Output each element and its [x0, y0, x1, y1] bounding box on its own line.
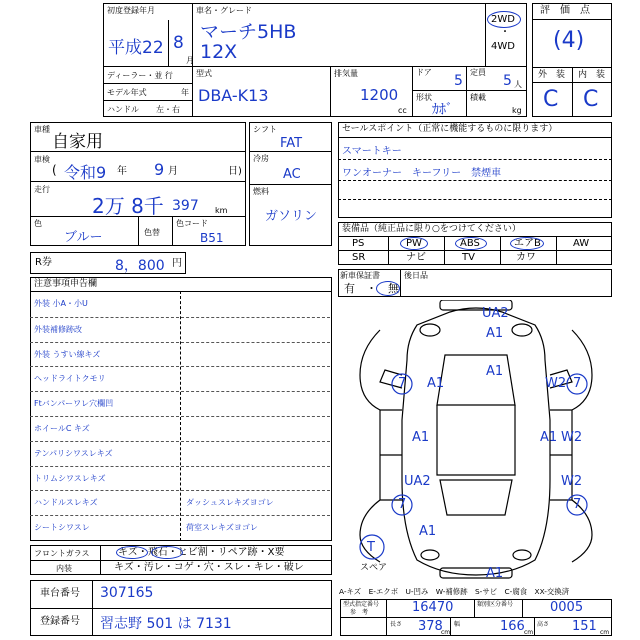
capacity-label: 定員 — [470, 68, 486, 77]
displacement-value: 1200 — [360, 86, 399, 104]
handle-options: 左・右 — [156, 105, 180, 114]
chassis-value: 307165 — [100, 585, 154, 601]
equip-abs-circle — [455, 237, 487, 250]
equip-aw: AW — [573, 238, 590, 249]
notes-row — [30, 317, 330, 342]
handle-label: ハンドル — [107, 105, 139, 114]
height-unit: cm — [600, 629, 610, 636]
color-code-value: B51 — [200, 231, 224, 245]
inspection-open: ( — [52, 163, 57, 177]
equip-pw-circle — [400, 237, 428, 250]
type-value: DBA-K13 — [198, 86, 269, 105]
r-ticket-label: R券 — [35, 257, 52, 268]
color-value: ブルー — [64, 230, 103, 245]
notes-row — [30, 391, 330, 416]
first-reg-month-unit: 月 — [186, 56, 194, 65]
equip-tv: TV — [462, 252, 475, 263]
mark-w2-right-rear: W2 — [561, 474, 583, 489]
width-value: 166 — [500, 619, 525, 634]
shift-label: シフト — [253, 125, 277, 134]
r-ticket-value: 8，800 — [115, 258, 165, 274]
equip-abs: ABS — [460, 238, 480, 249]
cert-label: 型式指定番号 — [343, 601, 380, 608]
warranty-label: 新車保証書 — [340, 271, 380, 280]
equip-sr: SR — [352, 252, 366, 263]
mark-t-spare: T — [367, 540, 375, 555]
length-unit: cm — [441, 629, 451, 636]
fuel-value: ガソリン — [265, 209, 318, 224]
rating-label: 評 価 点 — [540, 5, 590, 16]
model-year-unit: 年 — [181, 88, 189, 97]
car-name-label: 車名・グレード — [196, 6, 252, 15]
mileage-label: 走行 — [34, 185, 50, 194]
interior-options: キズ・汚レ・コゲ・穴・スレ・キレ・破レ — [114, 562, 304, 573]
note-left: ハンドルスレキズ — [34, 498, 98, 508]
interior-value: C — [583, 87, 599, 112]
exterior-value: C — [543, 87, 559, 112]
note-left: テンパリシワスレキズ — [34, 448, 113, 458]
inspection-year-unit: 年 — [117, 166, 127, 177]
car-name: マーチ5HB — [200, 21, 297, 43]
color-code-label: 色コード — [176, 219, 208, 228]
inspection-month-unit: 月 — [168, 166, 178, 177]
weight-label: 積載 — [470, 93, 486, 102]
note-left: トリムシワスレキズ — [34, 473, 106, 483]
mark-a1-rl-quarter: A1 — [419, 524, 437, 539]
shape-label: 形状 — [416, 93, 432, 102]
width-label: 幅 — [454, 621, 461, 628]
mark-w2-right-door: W2 — [561, 430, 583, 445]
mark-ua2-left-rear: UA2 — [404, 474, 431, 489]
front-glass-options: キズ・飛石・ヒビ割・リペア跡・X要 — [118, 547, 285, 558]
shift-value: FAT — [280, 136, 303, 151]
inspection-label: 車検 — [34, 155, 50, 164]
width-unit: cm — [524, 629, 534, 636]
door-value: 5 — [454, 73, 463, 89]
notes-title: 注意事項申告欄 — [34, 279, 98, 289]
reg-label: 登録番号 — [40, 616, 80, 627]
damage-legend: A-キズ E-エクボ U-凹み W-補修跡 S-サビ C-腐食 XX-交換済 — [339, 587, 570, 596]
note-right: ダッシュスレキズヨゴレ — [186, 498, 274, 508]
r-ticket-unit: 円 — [172, 258, 182, 269]
note-left: 外装補修跡改 — [34, 324, 82, 334]
model-year-label: モデル年式 — [107, 88, 147, 97]
mark-a1-roof: A1 — [486, 364, 504, 379]
vehicle-type-value: 自家用 — [52, 132, 103, 152]
first-reg-label: 初度登録年月 — [107, 6, 155, 15]
height-label: 高さ — [537, 621, 550, 628]
notes-row — [30, 441, 330, 466]
mark-a1-left-door: A1 — [412, 430, 430, 445]
shape-value: ｶﾎﾞ — [432, 102, 453, 118]
equipment-title: 装備品（純正品に限り○をつけてください） — [342, 224, 521, 234]
sales-point-line1: スマートキー — [342, 146, 402, 157]
exterior-label: 外 装 — [538, 70, 566, 80]
ac-value: AC — [283, 167, 301, 182]
drive-2wd: 2WD — [491, 14, 515, 25]
drive-4wd: 4WD — [491, 41, 515, 52]
glass-scratch-circle — [116, 546, 148, 559]
type-label: 型式 — [196, 69, 212, 78]
length-label: 長さ — [390, 621, 403, 628]
mileage-unit: km — [215, 206, 228, 215]
car-grade: 12X — [200, 41, 238, 63]
repaint-label: 色替 — [144, 228, 160, 237]
notes-row — [30, 366, 330, 391]
interior-label: 内 装 — [578, 70, 606, 80]
mark-a1-bonnet: A1 — [486, 326, 504, 341]
first-reg-month: 8 — [173, 33, 184, 53]
height-value: 151 — [572, 619, 597, 634]
equip-airbag: エアB — [514, 238, 541, 249]
class-label: 類別区分番号 — [477, 601, 514, 608]
notes-row — [30, 490, 330, 515]
equip-leather: カワ — [516, 252, 536, 263]
length-value: 378 — [418, 619, 443, 634]
mileage-sub: 397 — [172, 198, 199, 214]
inspection-era: 令和9 — [64, 163, 107, 182]
mark-w2-fr-fender: W2 — [545, 376, 567, 391]
note-left: シートシワスレ — [34, 523, 90, 533]
drive-dot: ・ — [500, 27, 510, 38]
front-glass-label: フロントガラス — [34, 549, 90, 558]
mark-ua2-front: UA2 — [482, 306, 509, 321]
mark-7-fl-wheel: 7 — [398, 376, 407, 391]
mark-7-rr-wheel: 7 — [573, 497, 582, 512]
displacement-label: 排気量 — [334, 69, 358, 78]
weight-unit: kg — [512, 106, 522, 115]
door-label: ドア — [416, 68, 432, 77]
note-left: ヘッドライトクモリ — [34, 374, 106, 384]
notes-row — [30, 292, 330, 316]
interior-label2: 内装 — [56, 564, 72, 573]
color-label: 色 — [34, 219, 42, 228]
mark-a1-fl-fender: A1 — [427, 376, 445, 391]
mark-a1-right-door: A1 — [540, 430, 558, 445]
cert-ref: 参 考 — [350, 609, 369, 616]
first-reg-era: 平成22 — [108, 38, 164, 58]
glass-chip-circle — [151, 546, 183, 559]
vehicle-type-label: 車種 — [34, 125, 50, 134]
inspection-month: 9 — [154, 160, 165, 179]
mark-7-fr-wheel: 7 — [573, 376, 582, 391]
equip-navi: ナビ — [406, 252, 426, 263]
note-left: Ftバンパーワレ穴欄凹 — [34, 399, 114, 409]
capacity-unit: 人 — [514, 80, 522, 89]
chassis-label: 車台番号 — [40, 588, 80, 599]
equip-ps: PS — [352, 238, 365, 249]
notes-row — [30, 416, 330, 441]
equip-airbag-circle — [510, 237, 544, 250]
capacity-value: 5 — [503, 73, 512, 89]
fuel-label: 燃料 — [253, 187, 269, 196]
notes-row — [30, 466, 330, 491]
displacement-unit: cc — [398, 106, 407, 115]
note-right: 荷室スレキズヨゴレ — [186, 523, 258, 533]
note-left: 外装 うすい線キズ — [34, 349, 101, 359]
mark-a1-rear: A1 — [486, 566, 504, 581]
note-left: ホイールC キズ — [34, 424, 90, 433]
inspection-day-unit: 日) — [228, 166, 242, 177]
warranty-options: 有 ・ 無 — [344, 282, 399, 295]
ac-label: 冷房 — [253, 154, 269, 163]
rating-score: (4) — [553, 28, 585, 53]
note-left: 外装 小A・小U — [34, 299, 88, 308]
class-value: 0005 — [550, 600, 584, 615]
dealer-label: ディーラー・並 行 — [107, 71, 173, 80]
equip-pw: PW — [406, 238, 422, 249]
mileage-value: 2万 8千 — [92, 194, 164, 218]
spare-label: スペア — [360, 563, 388, 573]
notes-row — [30, 342, 330, 367]
sales-point-line2: ワンオーナー キーフリー 禁煙車 — [342, 168, 502, 179]
sales-points-title: セールスポイント（正常に機能するものに限ります） — [342, 124, 558, 134]
cert-value: 16470 — [412, 600, 454, 615]
notes-row — [30, 515, 330, 540]
warranty-none-circle — [376, 281, 400, 296]
warranty-record-label: 後日品 — [404, 271, 428, 280]
reg-value: 習志野 501 は 7131 — [100, 616, 232, 632]
mark-7-rl-wheel: 7 — [398, 497, 407, 512]
